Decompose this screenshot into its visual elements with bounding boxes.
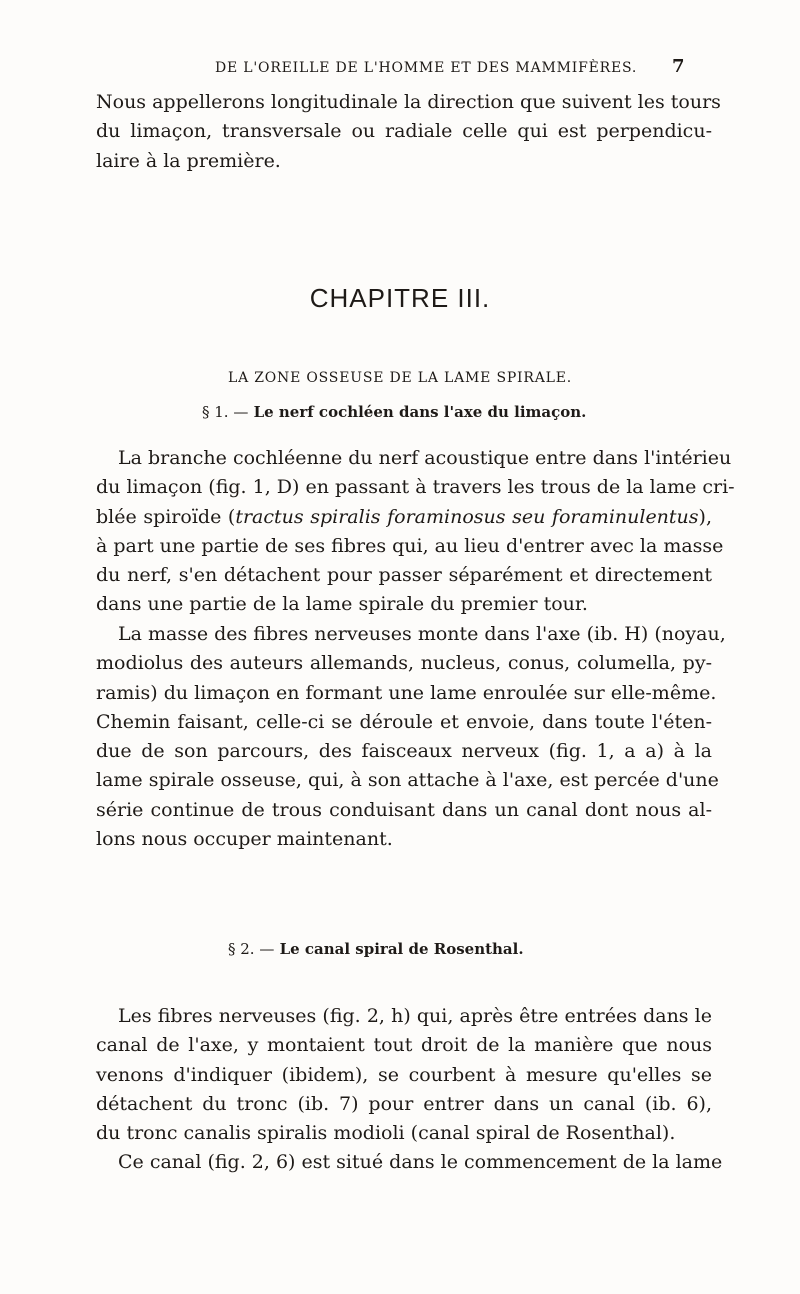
p3-line-1: Les fibres nerveuses (fig. 2, h) qui, après être entrées dans le	[118, 1005, 712, 1027]
chapter-title: CHAPITRE III.	[309, 283, 491, 313]
running-head: DE L'OREILLE DE L'HOMME ET DES MAMMIFÈRES.	[215, 60, 638, 76]
p4-line-1: Ce canal (fig. 2, 6) est situé dans le commencement de la lame	[118, 1151, 723, 1173]
subsection-1-title: Le nerf cochléen dans l'axe du limaçon.	[253, 403, 587, 421]
section-title: LA ZONE OSSEUSE DE LA LAME SPIRALE.	[228, 370, 572, 386]
subsection-2-number: § 2. —	[228, 940, 275, 958]
intro-line-2: du limaçon, transversale ou radiale celle qui est perpendicu-	[96, 120, 712, 143]
p1-line-5: du nerf, s'en détachent pour passer séparément et directement	[96, 564, 712, 587]
p2-line-3: ramis) du limaçon en formant une lame enroulée sur elle-même.	[96, 681, 717, 704]
p2-line-7: série continue de trous conduisant dans un canal dont nous al-	[96, 798, 712, 821]
intro-line-3: laire à la première.	[96, 149, 281, 172]
p2-line-2: modiolus des auteurs allemands, nucleus, conus, columella, py-	[96, 652, 712, 675]
p1-line-4: à part une partie de ses fibres qui, au lieu d'entrer avec la masse	[96, 534, 724, 557]
subsection-1-number: § 1. —	[202, 403, 249, 421]
subsection-1-heading	[202, 403, 586, 421]
subsection-2-title: Le canal spiral de Rosenthal.	[279, 940, 524, 958]
paragraph-4	[96, 1148, 723, 1177]
page-number: 7	[672, 56, 685, 77]
p1-line-3: blée spiroïde (tractus spiralis foraminosus seu foraminulentus),	[96, 505, 712, 528]
paragraph-2	[96, 620, 726, 854]
paragraph-3	[96, 1002, 712, 1148]
p2-line-1: La masse des fibres nerveuses monte dans l'axe (ib. H) (noyau,	[118, 623, 726, 645]
p1-line-2: du limaçon (fig. 1, D) en passant à travers les trous de la lame cri-	[96, 476, 735, 499]
p2-line-6: lame spirale osseuse, qui, à son attache à l'axe, est percée d'une	[96, 769, 719, 792]
p2-line-8: lons nous occuper maintenant.	[96, 828, 393, 851]
p3-line-3: venons d'indiquer (ibidem), se courbent à mesure qu'elles se	[96, 1063, 712, 1086]
p3-line-4: détachent du tronc (ib. 7) pour entrer dans un canal (ib. 6),	[96, 1092, 712, 1115]
p2-line-5: due de son parcours, des faisceaux nerveux (fig. 1, a a) à la	[96, 740, 712, 763]
intro-paragraph	[96, 88, 721, 176]
subsection-2-heading	[228, 940, 524, 958]
paragraph-1	[96, 444, 735, 620]
p1-line-1: La branche cochléenne du nerf acoustique entre dans l'intérieu	[118, 447, 732, 469]
p3-line-2: canal de l'axe, y montaient tout droit de la manière que nous	[96, 1034, 712, 1057]
p3-line-5: du tronc canalis spiralis modioli (canal spiral de Rosenthal).	[96, 1122, 676, 1145]
p1-line-6: dans une partie de la lame spirale du premier tour.	[96, 593, 588, 616]
p1-italic-phrase: tractus spiralis foraminosus seu foraminulentus	[235, 505, 699, 528]
p2-line-4: Chemin faisant, celle-ci se déroule et envoie, dans toute l'éten-	[96, 710, 712, 733]
intro-line-1: Nous appellerons longitudinale la direction que suivent les tours	[96, 91, 721, 113]
